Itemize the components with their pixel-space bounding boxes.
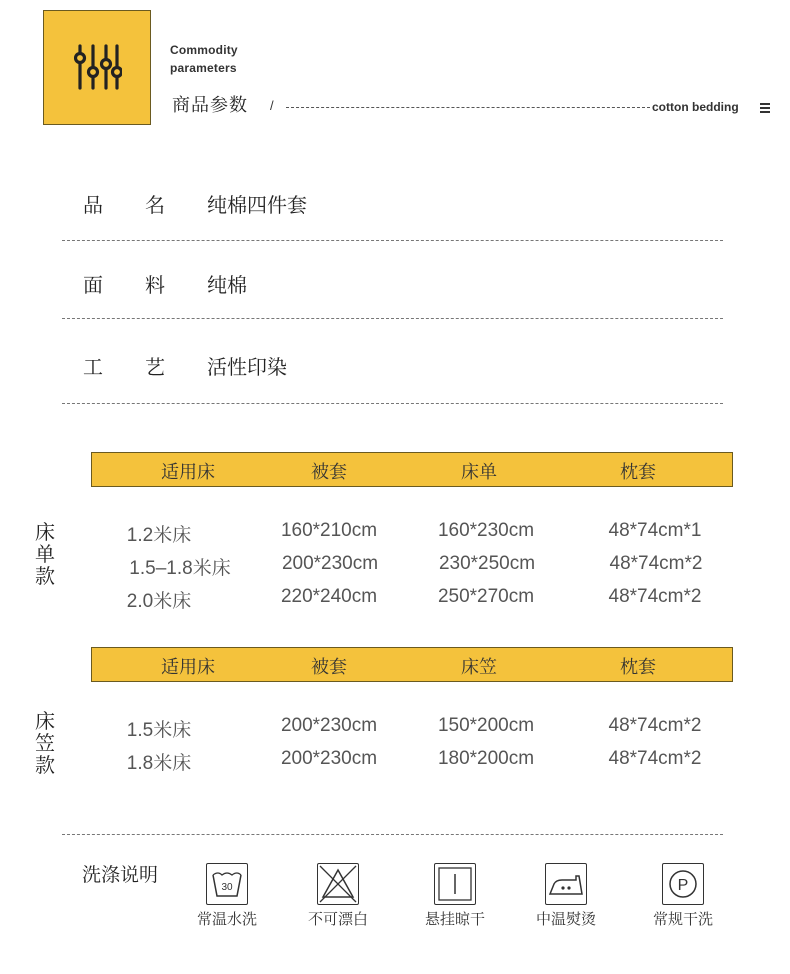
column-header: 适用床: [161, 462, 215, 483]
table-cell: 250*270cm: [437, 586, 535, 607]
table-cell: 48*74cm*2: [608, 748, 702, 769]
column-header: 被套: [311, 462, 347, 483]
table-cell: 200*230cm: [280, 748, 378, 769]
header-en-line1: Commodity: [170, 43, 238, 57]
param-value: 活性印染: [207, 355, 287, 379]
side-char: 款: [35, 564, 55, 588]
divider: [62, 403, 723, 404]
table-cell: 160*210cm: [280, 520, 378, 541]
side-label-single: [32, 521, 58, 587]
wash-label: 常规干洗: [652, 910, 714, 928]
table-cell: 1.2米床: [126, 525, 192, 546]
column-header: 枕套: [620, 657, 656, 678]
header-chinese-title: 商品参数: [172, 95, 248, 116]
param-value: 纯棉四件套: [207, 193, 307, 217]
hang-dry-icon: [434, 863, 476, 905]
param-key: 艺: [145, 355, 165, 379]
dry-clean-p-icon: [662, 863, 704, 905]
wash-30-icon: [206, 863, 248, 905]
param-key: 面: [83, 273, 103, 297]
header-logo: [43, 10, 151, 125]
column-header: 被套: [311, 657, 347, 678]
header-slash: /: [270, 98, 274, 113]
header-divider: [286, 107, 650, 108]
header-en-line2: parameters: [170, 61, 237, 75]
divider: [62, 318, 723, 319]
header-tag: cotton bedding: [652, 100, 739, 114]
table-header-fitted: [91, 647, 733, 682]
wash-label: 悬挂晾干: [424, 910, 486, 928]
wash-temp-text: 30: [221, 882, 233, 893]
param-key: 工: [83, 355, 103, 379]
table-cell: 220*240cm: [280, 586, 378, 607]
table-cell: 230*250cm: [438, 553, 536, 574]
column-header: 适用床: [161, 657, 215, 678]
table-cell: 1.8米床: [126, 753, 192, 774]
wash-label: 不可漂白: [307, 910, 369, 928]
param-value: 纯棉: [207, 273, 247, 297]
side-char: 单: [35, 542, 55, 566]
table-cell: 48*74cm*2: [608, 586, 702, 607]
table-cell: 200*230cm: [281, 553, 379, 574]
side-char: 笠: [35, 731, 55, 755]
sliders-icon: [74, 43, 122, 93]
dry-clean-letter: P: [677, 877, 689, 894]
wash-label: 中温熨烫: [535, 910, 597, 928]
param-key: 名: [145, 193, 165, 217]
table-cell: 48*74cm*2: [608, 715, 702, 736]
table-cell: 1.5米床: [126, 720, 192, 741]
divider: [62, 240, 723, 241]
table-cell: 1.5–1.8米床: [129, 558, 231, 579]
param-key: 料: [145, 273, 165, 297]
menu-icon[interactable]: [760, 103, 770, 115]
table-header-single: [91, 452, 733, 487]
table-cell: 48*74cm*2: [609, 553, 703, 574]
table-cell: 180*200cm: [437, 748, 535, 769]
column-header: 床单: [461, 462, 497, 483]
no-bleach-icon: [317, 863, 359, 905]
divider: [62, 834, 723, 835]
column-header: 枕套: [620, 462, 656, 483]
param-key: 品: [83, 193, 103, 217]
table-cell: 160*230cm: [437, 520, 535, 541]
wash-label: 常温水洗: [196, 910, 258, 928]
side-char: 床: [35, 520, 55, 544]
wash-title: 洗涤说明: [82, 864, 159, 886]
side-char: 床: [35, 709, 55, 733]
column-header: 床笠: [461, 657, 497, 678]
table-cell: 2.0米床: [126, 591, 192, 612]
header-english-title: [170, 41, 238, 77]
iron-medium-icon: [545, 863, 587, 905]
side-char: 款: [35, 753, 55, 777]
table-cell: 150*200cm: [437, 715, 535, 736]
table-cell: 200*230cm: [280, 715, 378, 736]
table-cell: 48*74cm*1: [608, 520, 702, 541]
side-label-fitted: [32, 710, 58, 776]
